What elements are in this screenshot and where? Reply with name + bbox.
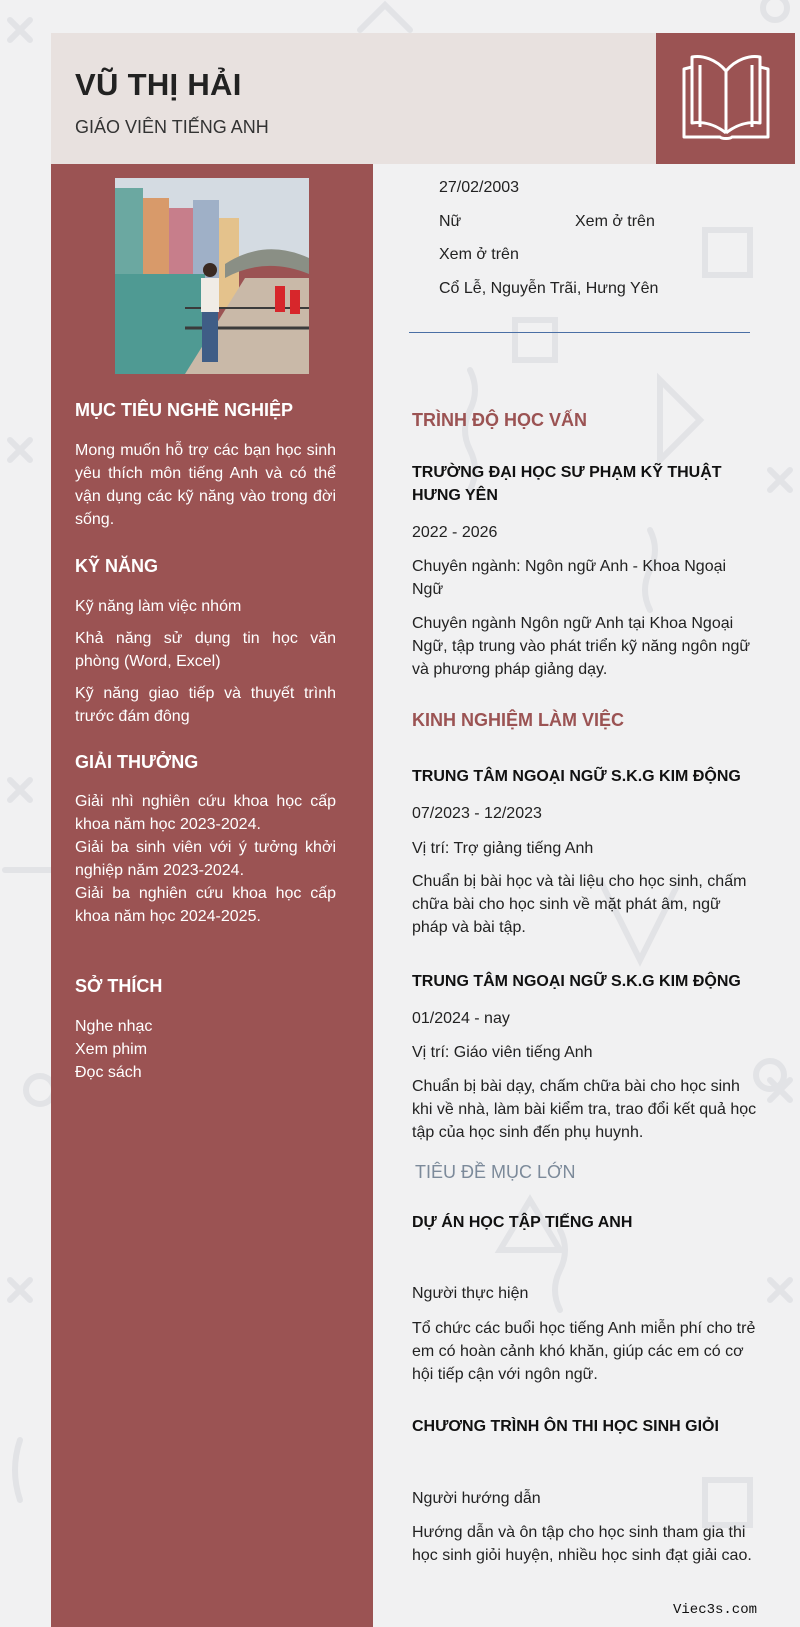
skill-item: Khả năng sử dụng tin học văn phòng (Word, Excel) [75,630,336,670]
candidate-name: VŨ THỊ HẢI [75,67,242,102]
project-description: Tổ chức các buổi học tiếng Anh miễn phí cho trẻ em có hoàn cảnh khó khăn, giúp các em có cơ hội tiếp cận với ngôn ngữ. [412,1320,756,1383]
job-company: TRUNG TÂM NGOẠI NGỮ S.K.G KIM ĐỘNG [412,768,741,785]
skills-heading: KỸ NĂNG [75,556,159,576]
skills-list [75,595,336,728]
hobby-item: Nghe nhạc [75,1018,153,1035]
address: Cổ Lễ, Nguyễn Trãi, Hưng Yên [439,280,659,297]
info-divider [409,332,750,333]
education-description: Chuyên ngành Ngôn ngữ Anh tại Khoa Ngoại Ngữ, tập trung vào phát triển kỹ năng ngôn ngữ và phương pháp giảng dạy. [412,615,751,678]
phone: Xem ở trên [575,213,655,230]
hobby-item: Đọc sách [75,1064,142,1081]
education-period: 2022 - 2026 [412,524,498,541]
school-name: TRƯỜNG ĐẠI HỌC SƯ PHẠM KỸ THUẬT HƯNG YÊN [412,464,722,504]
hobbies-heading: SỞ THÍCH [75,976,163,996]
award-item: Giải ba sinh viên với ý tưởng khởi nghiệp năm 2023-2024. [75,839,336,879]
job-description: Chuẩn bị bài học và tài liệu cho học sinh, chấm chữa bài cho học sinh về mặt phát âm, ngữ pháp và bài tập. [412,873,747,936]
site-watermark: Viec3s.com [673,1602,758,1618]
job-title: GIÁO VIÊN TIẾNG ANH [75,117,269,137]
job-company: TRUNG TÂM NGOẠI NGỮ S.K.G KIM ĐỘNG [412,973,741,990]
skill-item: Kỹ năng làm việc nhóm [75,598,242,615]
header-banner [51,33,656,164]
sidebar [51,164,373,1627]
job-period: 07/2023 - 12/2023 [412,805,542,822]
projects-heading: TIÊU ĐỀ MỤC LỚN [415,1162,576,1182]
header-icon-box [656,33,795,164]
objective-text: Mong muốn hỗ trợ các bạn học sinh yêu thích môn tiếng Anh và có thể vận dụng các kỹ năng vào trong đời sống. [75,442,336,528]
job-position: Vị trí: Giáo viên tiếng Anh [412,1044,593,1061]
awards-list [75,790,336,928]
hobby-item: Xem phim [75,1041,148,1058]
open-book-icon [680,53,772,143]
project-role: Người thực hiện [412,1285,529,1302]
awards-heading: GIẢI THƯỞNG [75,752,199,772]
project-description: Hướng dẫn và ôn tập cho học sinh tham gia thi học sinh giỏi huyện, nhiều học sinh đạt giải cao. [412,1524,752,1564]
objective-heading: MỤC TIÊU NGHỀ NGHIỆP [75,400,294,420]
hobbies-list [75,1015,336,1084]
education-major: Chuyên ngành: Ngôn ngữ Anh - Khoa Ngoại Ngữ [412,558,727,598]
award-item: Giải nhì nghiên cứu khoa học cấp khoa năm học 2023-2024. [75,793,336,833]
education-heading: TRÌNH ĐỘ HỌC VẤN [412,410,587,430]
birthdate: 27/02/2003 [439,179,520,196]
gender: Nữ [439,213,462,230]
project-role: Người hướng dẫn [412,1490,541,1507]
profile-photo [115,178,309,374]
job-period: 01/2024 - nay [412,1010,510,1027]
award-item: Giải ba nghiên cứu khoa học cấp khoa năm học 2024-2025. [75,885,336,925]
skill-item: Kỹ năng giao tiếp và thuyết trình trước đám đông [75,685,336,725]
project-name: DỰ ÁN HỌC TẬP TIẾNG ANH [412,1214,633,1231]
job-description: Chuẩn bị bài dạy, chấm chữa bài cho học sinh khi về nhà, làm bài kiểm tra, trao đổi kết quả học tập của học sinh đến phụ huynh. [412,1078,757,1141]
job-position: Vị trí: Trợ giảng tiếng Anh [412,840,594,857]
project-name: CHƯƠNG TRÌNH ÔN THI HỌC SINH GIỎI [412,1418,719,1435]
experience-heading: KINH NGHIỆM LÀM VIỆC [412,710,625,730]
email: Xem ở trên [439,246,519,263]
